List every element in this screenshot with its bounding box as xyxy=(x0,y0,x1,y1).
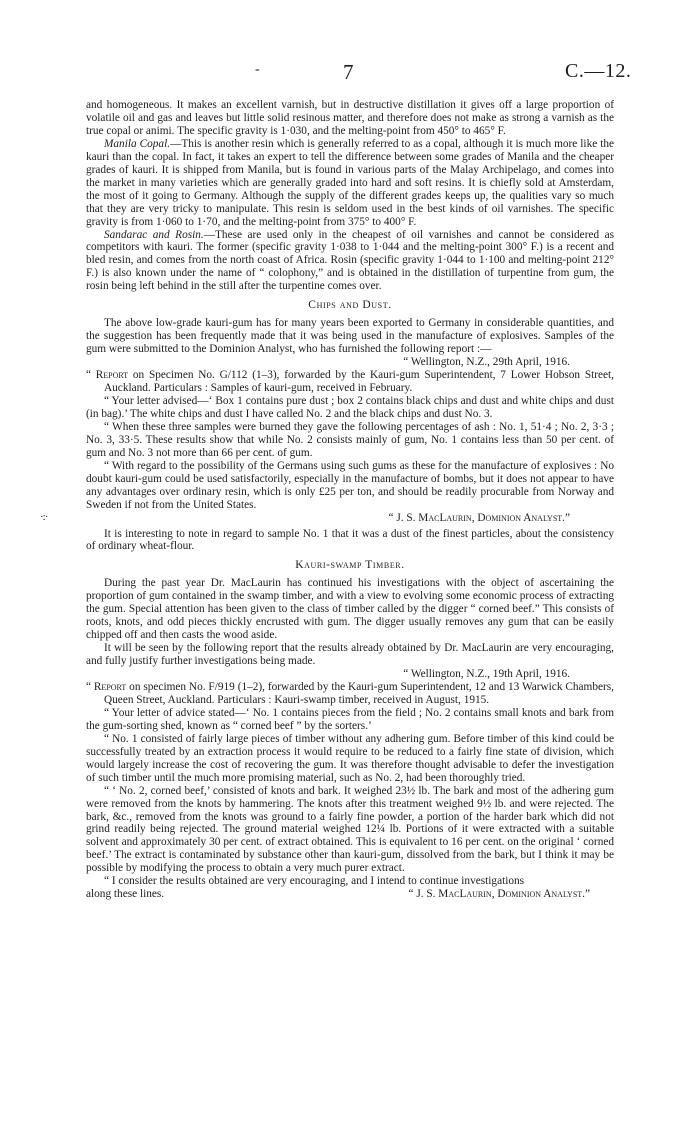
paragraph-text-manila: —This is another resin which is generally referred to as a copal, although it is much more like the kauri than the copal. In fact, it takes an expert to tell the difference between some grades of Manila and the cheaper grades of kauri. It is shipped from Manila, but is found in various parts of the Malay Archipelago, and comes into the market in many varieties which are generally graded into hard and soft resins. It is chiefly sold at Amsterdam, the most of it going to Germany. Although the supply of the different grades keeps up, the qualities vary so much that they are very tricky to manipulate. This resin is seldom used in the best kinds of oil varnishes. The specific gravity is from 1·060 to 1·70, and the melting-point from 375° to 400° F. xyxy=(86,137,614,228)
page-header xyxy=(0,60,700,90)
signature-1 xyxy=(86,512,614,525)
signature-text-2: “ J. S. MacLaurin, Dominion Analyst.” xyxy=(408,888,590,901)
report-label-1: “ Report xyxy=(86,369,129,382)
paragraph-sandarac-rosin xyxy=(86,229,614,294)
paragraph-swamp-results: It will be seen by the following report that the results already obtained by Dr. MacLaurin are very encouraging, and fully justify further investigations being made. xyxy=(86,642,614,668)
report-heading-2 xyxy=(86,681,614,707)
report-label-2: “ Report xyxy=(86,680,127,693)
quote-paragraph-7-end: along these lines. xyxy=(86,888,165,901)
document-code: C.—12. xyxy=(565,60,632,82)
paragraph-text-sandarac: —These are used only in the cheapest of oil varnishes and cannot be considered as competitors with kauri. The former (specific gravity 1·038 to 1·044 and the melting-point 300° F.) is a recent and bled resin, and comes from the north coast of Africa. Rosin (specific gravity 1·044 to 1·100 and melting-point 212° F.) is also known under the name of “ colophony,” and is obtained in the distillation of turpentine from gum, the rosin being left behind in the still after the turpentine comes over. xyxy=(86,228,614,293)
quote-paragraph-2: “ When these three samples were burned they gave the following percentages of ash : No. 1, 51·4 ; No. 2, 3·3 ; No. 3, 33·5. These results show that while No. 2 consists mainly of gum, No. 1 contains less than 50 per cent. of gum and No. 3 not more than 66 per cent. of gum. xyxy=(86,420,614,459)
report-text-1: on Specimen No. G/112 (1–3), forwarded by the Kauri-gum Superintendent, 7 Lower Hobson Street, Auckland. Particulars : Samples of kauri-gum, received in February. xyxy=(104,369,614,395)
report-date-2: “ Wellington, N.Z., 19th April, 1916. xyxy=(403,668,570,681)
paragraph-sample-note: It is interesting to note in regard to sample No. 1 that it was a dust of the finest particles, about the consistency of ordinary wheat-flour. xyxy=(86,527,614,553)
report-heading-1 xyxy=(86,369,614,395)
page-number: 7 xyxy=(343,60,354,84)
paragraph-swamp-intro: During the past year Dr. MacLaurin has continued his investigations with the object of ascertaining the proportion of gum contained in the swamp timber, and with a view to evolving some economic process of extracting the gum. Special attention has been given to the class of timber called by the digger “ corned beef.” This consists of roots, knots, and odd pieces thickly encrusted with gum. The digger usually removes any gum that can be easily chipped off and then casts the wood aside. xyxy=(86,577,614,642)
paragraph-continuation: and homogeneous. It makes an excellent varnish, but in destructive distillation it gives off a large proportion of volatile oil and gas and leaves but little solid resinous matter, and therefore does not make as strong a varnish as the true copal or animi. The specific gravity is 1·030, and the melting-point from 450° to 465° F. xyxy=(86,99,614,137)
quote-paragraph-5: “ No. 1 consisted of fairly large pieces of timber without any adhering gum. Before timber of this kind could be successfully treated by an extraction process it would require to be reduced to a fairly fine state of division, which would largely increase the cost of recovering the gum. It was therefore thought advisable to defer the investigation of such timber until the much more promising material, such as No. 2, had been thoroughly tried. xyxy=(86,732,614,784)
body-text xyxy=(86,99,614,901)
header-dash: - xyxy=(255,62,260,77)
signature-text-1: “ J. S. MacLaurin, Dominion Analyst.” xyxy=(388,511,570,524)
paragraph-chips-intro: The above low-grade kauri-gum has for many years been exported to Germany in considerable quantities, and the suggestion has been frequently made that it was being used in the manufacture of explosives. Samples of the gum were submitted to the Dominion Analyst, who has furnished the following report :— xyxy=(86,317,614,356)
quote-paragraph-3: “ With regard to the possibility of the Germans using such gums as these for the manufacture of explosives : No doubt kauri-gum could be used satisfactorily, especially in the manufacture of bombs, but it does not appear to have any advantages over ordinary resin, which is only £25 per ton, and should be readily procurable from Norway and Sweden if not from the United States. xyxy=(86,459,614,511)
margin-mark: ·:· xyxy=(40,511,48,523)
paragraph-title-manila: Manila Copal. xyxy=(104,137,171,150)
quote-paragraph-7: “ I consider the results obtained are very encouraging, and I intend to continue investigations xyxy=(104,875,525,888)
paragraph-manila-copal xyxy=(86,138,614,229)
quote-paragraph-1: “ Your letter advised—‘ Box 1 contains pure dust ; box 2 contains black chips and dust and white chips and dust (in bag).’ The white chips and dust I have called No. 2 and the black chips and dust No. 3. xyxy=(86,394,614,420)
report-text-2: on specimen No. F/919 (1–2), forwarded by the Kauri-gum Superintendent, 12 and 13 Warwick Chambers, Queen Street, Auckland. Particulars : Kauri-swamp timber, received in August, 1915. xyxy=(104,680,614,706)
report-date-1: “ Wellington, N.Z., 29th April, 1916. xyxy=(403,356,570,369)
section-heading-swamp-timber: Kauri-swamp Timber. xyxy=(295,559,405,572)
paragraph-title-sandarac: Sandarac and Rosin. xyxy=(104,228,204,241)
closing-line xyxy=(86,888,614,901)
quote-paragraph-4: “ Your letter of advice stated—‘ No. 1 contains pieces from the field ; No. 2 contains small knots and bark from the gum-sorting shed, known as “ corned beef ” by the sorters.’ xyxy=(86,706,614,732)
quote-paragraph-6: “ ‘ No. 2, corned beef,’ consisted of knots and bark. It weighed 23½ lb. The bark and most of the adhering gum were removed from the knots by hammering. The knots after this treatment weighed 9½ lb. and were rejected. The bark, &c., removed from the knots was ground to a fairly fine powder, a portion of the harder bark which did not grind readily being rejected. The ground material weighed 12¼ lb. Portions of it were extracted with a suitable solvent and approximately 30 per cent. of extract obtained. This is equivalent to 16 per cent. on the original ‘ corned beef.’ The extract is contaminated by substance other than kauri-gum, dissolved from the bark, but I think it may be possible by modifying the process to obtain a very much purer extract. xyxy=(86,784,614,875)
section-heading-chips-dust: Chips and Dust. xyxy=(308,299,392,312)
